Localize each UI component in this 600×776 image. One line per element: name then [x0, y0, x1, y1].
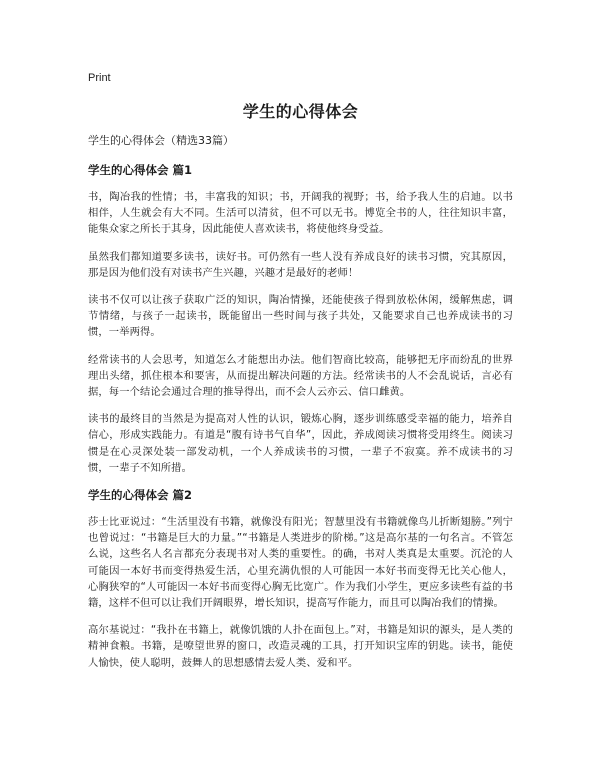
paragraph: 高尔基说过：“我扑在书籍上，就像饥饿的人扑在面包上。”对，书籍是知识的源头，是人类的精神食粮。书籍，是嘹望世界的窗口，改造灵魂的工具，打开知识宝库的钥匙。读书，能使人愉快，使人聪明，鼓舞人的思想感情去爱人类、爱和平。: [88, 624, 513, 669]
print-link[interactable]: Print: [88, 72, 111, 84]
paragraph: 书，陶冶我的性情；书，丰富我的知识；书，开阔我的视野；书，给予我人生的启迪。以书相伴，人生就会有大不同。生活可以清贫，但不可以无书。博览全书的人，往往知识丰富，能集众家之所长于其身，因此能使人喜欢读书，将使他终身受益。: [88, 191, 513, 236]
section-heading-2: 学生的心得体会 篇2: [88, 488, 193, 503]
paragraph: 经常读书的人会思考，知道怎么才能想出办法。他们智商比较高，能够把无序而纷乱的世界理出头绪，抓住根本和要害，从而提出解决问题的方法。经常读书的人不会乱说话，言必有据，每一个结论会通过合理的推导得出，而不会人云亦云、信口雌黄。: [88, 353, 513, 399]
document-body: [88, 133, 513, 682]
document-title: 学生的心得体会: [242, 102, 359, 121]
paragraph: 莎士比亚说过：“生活里没有书籍，就像没有阳光；智慧里没有书籍就像鸟儿折断翅膀。”列宁也曾说过：“书籍是巨大的力量。”“书籍是人类进步的阶梯。”这是高尔基的一句名言。不管怎么说，这些名人名言都充分表现书对人类的重要性。的确，书对人类真是太重要。沉沦的人可能因一本好书而变得热爱生活，心里充满仇恨的人可能因一本好书而变得无比关心他人，心胸狭窄的“人可能因一本好书而变得心胸无比宽广。作为我们小学生，更应多读些有益的书籍，这样不但可以让我们开阔眼界，增长知识，提高写作能力，而且可以陶冶我们的情操。: [88, 516, 513, 610]
document-subtitle: 学生的心得体会（精选33篇）: [88, 134, 234, 147]
paragraph: 读书不仅可以让孩子获取广泛的知识，陶冶情操，还能使孩子得到放松休闲，缓解焦虑，调节情绪，与孩子一起读书，既能留出一些时间与孩子共处，又能要求自己也养成读书的习惯，一举两得。: [88, 294, 513, 339]
paragraph: 虽然我们都知道要多读书，读好书。可仍然有一些人没有养成良好的读书习惯，究其原因，那是因为他们没有对读书产生兴趣，兴趣才是最好的老师！: [88, 250, 513, 279]
paragraph: 读书的最终目的当然是为提高对人性的认识，锻炼心胸，逐步训练感受幸福的能力，培养自信心，形成实践能力。有道是“腹有诗书气自华”，因此，养成阅读习惯将受用终生。阅读习惯是在心灵深处装一部发动机，一个人养成读书的习惯，一辈子不寂寞。养不成读书的习惯，一辈子不知所措。: [88, 413, 513, 474]
section-heading-1: 学生的心得体会 篇1: [88, 163, 193, 177]
